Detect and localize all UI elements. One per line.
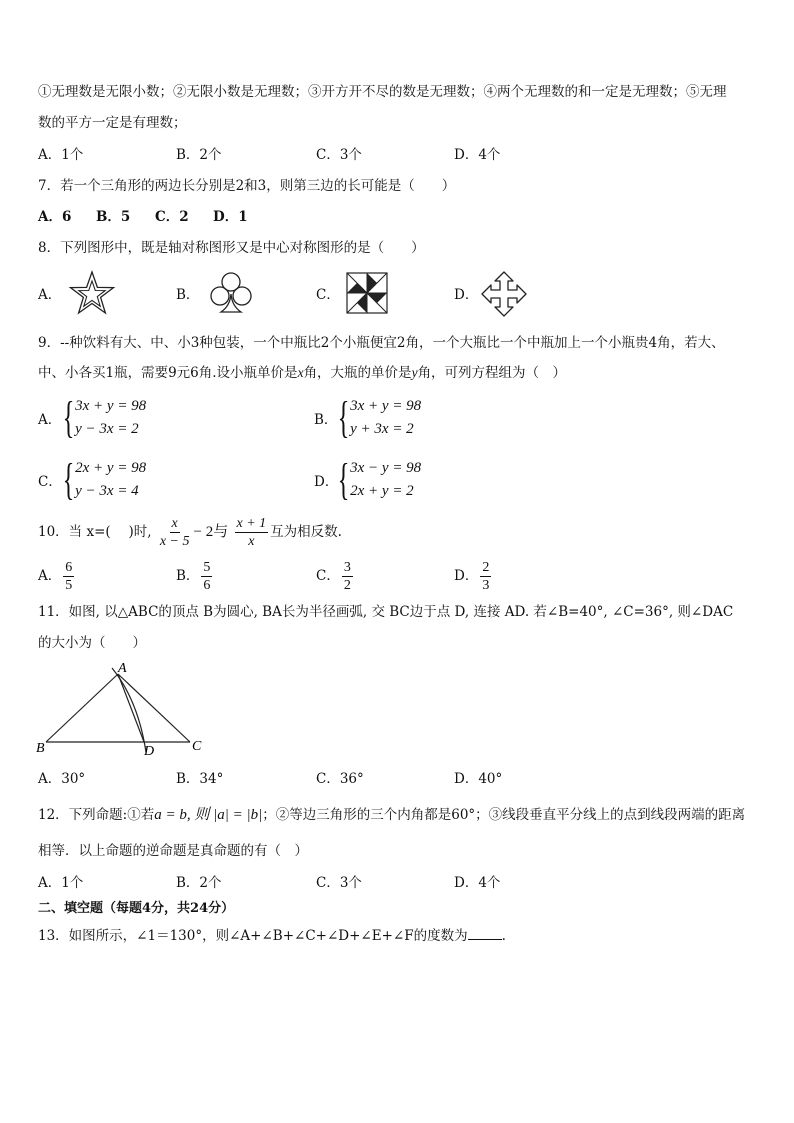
q12-option-d: D．4个	[454, 875, 501, 891]
q10-option-d: D． $\frac{2}{3}$	[454, 560, 490, 593]
pinwheel-icon	[344, 270, 390, 316]
q6-option-c: C．3个	[316, 147, 362, 163]
q10-option-b: B． $\frac{5}{6}$	[176, 560, 211, 593]
star-icon	[68, 270, 116, 316]
q7-option-b: B．5	[96, 209, 131, 225]
q10-option-c: C． $\frac{3}{2}$	[316, 560, 351, 593]
fig-label-d: D	[144, 744, 155, 759]
fig-label-a: A	[118, 661, 127, 676]
q10-fraction-2: $\frac{x + 1}{x}$	[236, 516, 267, 549]
q6-option-d: D．4个	[454, 147, 501, 163]
q7-stem: 7．若一个三角形的两边长分别是2和3，则第三边的长可能是（ ）	[38, 178, 456, 194]
q11-line1: 11．如图, 以△ABC的顶点 B为圆心, BA长为半径画弧, 交 BC边于点 D, 连接 AD. 若∠B=40°, ∠C=36°, 则∠DAC	[38, 604, 734, 620]
q10-fraction-1: $\frac{x}{x - 5}$	[159, 516, 190, 549]
q9-option-a-label: A．	[38, 412, 62, 428]
q11-option-c: C．36°	[316, 771, 364, 787]
q12-option-c: C．3个	[316, 875, 362, 891]
q8-stem: 8．下列图形中，既是轴对称图形又是中心对称图形的是（ ）	[38, 240, 425, 256]
q12-option-b: B．2个	[176, 875, 222, 891]
q8-label-c: C．	[316, 287, 340, 303]
q6-option-a: A．1个	[38, 147, 84, 163]
fig-label-c: C	[192, 739, 202, 754]
q9-option-d-label: D．	[314, 474, 339, 490]
q11-option-d: D．40°	[454, 771, 503, 787]
q8-label-a: A．	[38, 287, 62, 303]
q9-option-a-system: { 3x + y = 98 y − 3x = 2	[62, 393, 147, 442]
q8-label-d: D．	[454, 287, 479, 303]
q7-option-d: D．1	[213, 209, 248, 225]
q12-option-a: A．1个	[38, 875, 84, 891]
q11-line2: 的大小为（ ）	[38, 635, 146, 651]
q10-option-a: A． $\frac{6}{5}$	[38, 560, 73, 593]
q13-answer-blank[interactable]	[468, 927, 502, 940]
q9-option-c-label: C．	[38, 474, 62, 490]
q9-line1: 9．--种饮料有大、中、小3种包装，一个中瓶比2个小瓶便宜2角，一个大瓶比一个中瓶加上一个小瓶贵4角，若大、	[38, 335, 725, 351]
q9-option-c-system: { 2x + y = 98 y − 3x = 4	[62, 455, 147, 504]
q7-option-c: C．2	[155, 209, 189, 225]
q13-stem: 13．如图所示，∠1＝130°，则∠A+∠B+∠C+∠D+∠E+∠F的度数为 .	[38, 928, 506, 944]
q11-option-a: A．30°	[38, 771, 86, 787]
q11-triangle-figure	[32, 660, 212, 760]
fig-label-b: B	[36, 741, 45, 756]
q7-option-a: A．6	[38, 209, 72, 225]
q9-option-b-system: { 3x + y = 98 y + 3x = 2	[337, 393, 422, 442]
four-arrows-icon	[480, 270, 528, 318]
q6-line1: ①无理数是无限小数；②无限小数是无理数；③开方开不尽的数是无理数；④两个无理数的和一定是无理数；⑤无理	[38, 84, 727, 100]
q9-line2: 中、小各买1瓶，需要9元6角.设小瓶单价是x角，大瓶的单价是y角，可列方程组为（ ）	[38, 365, 567, 381]
club-icon	[207, 270, 255, 316]
q11-option-b: B．34°	[176, 771, 224, 787]
q8-label-b: B．	[176, 287, 200, 303]
q6-line2: 数的平方一定是有理数；	[38, 115, 187, 131]
q12-line1: 12．下列命题:①若a = b, 则 |a| = |b|；②等边三角形的三个内角都是60°；③线段垂直平分线上的点到线段两端的距离	[38, 807, 746, 823]
q6-option-b: B．2个	[176, 147, 222, 163]
q10-stem: 10．当 x=( )时, $\frac{x}{x - 5}$ − 2与 $\frac{x + 1}{x}$ 互为相反数.	[38, 516, 342, 549]
q9-option-d-system: { 3x − y = 98 2x + y = 2	[337, 455, 422, 504]
section-heading: 二、填空题（每题4分，共24分）	[38, 901, 235, 916]
q9-option-b-label: B．	[314, 412, 338, 428]
q12-line2: 相等．以上命题的逆命题是真命题的有（ ）	[38, 843, 308, 859]
